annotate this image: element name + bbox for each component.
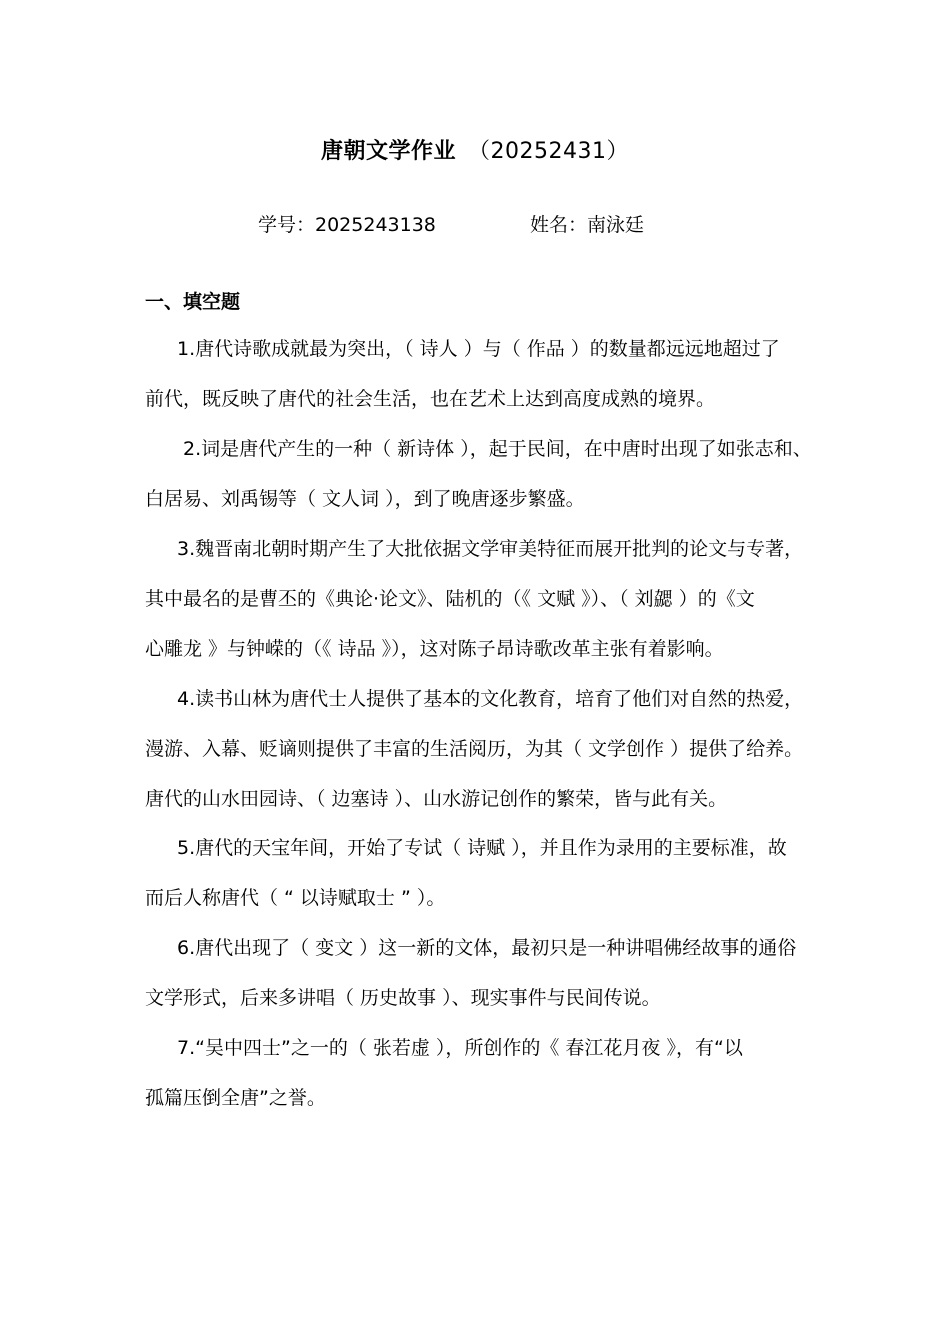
text-line: 唐代的山水田园诗、（ 边塞诗 ）、山水游记创作的繁荣，皆与此有关。 — [145, 788, 728, 810]
text-line: 7.“吴中四士”之一的（ 张若虚 ），所创作的《 春江花月夜 》，有“以 — [177, 1037, 743, 1059]
text-line: 5.唐代的天宝年间，开始了专试（ 诗赋 ），并且作为录用的主要标准，故 — [177, 837, 787, 859]
text-line: 文学形式，后来多讲唱（ 历史故事 ）、现实事件与民间传说。 — [145, 987, 661, 1009]
text-line: 白居易、刘禹锡等（ 文人词 ），到了晚唐逐步繁盛。 — [145, 488, 585, 510]
text-line: 1.唐代诗歌成就最为突出，（ 诗人 ）与（ 作品 ）的数量都远远地超过了 — [177, 338, 780, 360]
text-line: 心雕龙 》与钟嵘的（《 诗品 》），这对陈子昂诗歌改革主张有着影响。 — [145, 638, 724, 660]
text-line: 而后人称唐代（ “ 以诗赋取士 ” ）。 — [145, 887, 446, 909]
text-line: 3.魏晋南北朝时期产生了大批依据文学审美特征而展开批判的论文与专著， — [177, 538, 804, 560]
title-text: 唐朝文学作业 — [321, 139, 457, 164]
section-heading: 一、填空题 — [145, 291, 241, 313]
text-line: 前代，既反映了唐代的社会生活，也在艺术上达到高度成熟的境界。 — [145, 388, 716, 410]
text-line: 4.读书山林为唐代士人提供了基本的文化教育，培育了他们对自然的热爱， — [177, 688, 804, 710]
text-line: 6.唐代出现了（ 变文 ）这一新的文体，最初只是一种讲唱佛经故事的通俗 — [177, 937, 797, 959]
title-code: （20252431） — [468, 139, 629, 164]
text-line: 其中最名的是曹丕的《典论·论文》、陆机的（《 文赋 》）、（ 刘勰 ）的《文 — [145, 588, 755, 610]
student-name: 姓名：南泳廷 — [530, 214, 645, 236]
text-line: 孤篇压倒全唐”之誉。 — [145, 1087, 326, 1109]
student-id: 学号：2025243138 — [258, 214, 436, 236]
text-line: 2.词是唐代产生的一种（ 新诗体 ），起于民间，在中唐时出现了如张志和、 — [183, 438, 812, 460]
document-title — [0, 134, 950, 165]
text-line: 漫游、入幕、贬谪则提供了丰富的生活阅历，为其（ 文学创作 ）提供了给养。 — [145, 738, 804, 760]
